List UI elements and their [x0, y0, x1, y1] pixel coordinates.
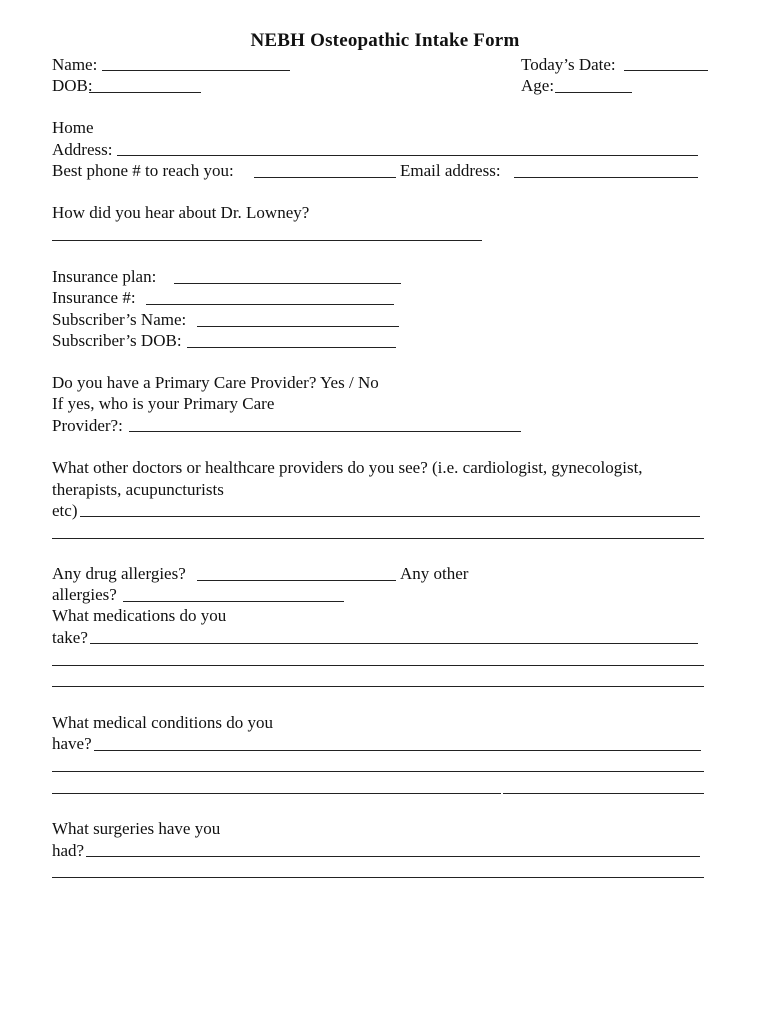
subscriber-name-label: Subscriber’s Name: — [52, 310, 187, 329]
surgeries-field-2[interactable] — [52, 877, 704, 878]
home-label: Home — [52, 118, 94, 137]
subscriber-name-field[interactable] — [197, 326, 399, 327]
conditions-field-3b[interactable] — [503, 793, 704, 794]
other-doctors-question-line1: What other doctors or healthcare providers do you see? (i.e. cardiologist, gynecologist, — [52, 458, 643, 477]
drug-allergies-field[interactable] — [197, 580, 396, 581]
other-doctors-question-line3: etc) — [52, 501, 78, 520]
medications-field-1[interactable] — [90, 643, 698, 644]
todays-date-label: Today’s Date: — [521, 55, 616, 74]
other-doctors-question-line2: therapists, acupuncturists — [52, 480, 224, 499]
subscriber-dob-label: Subscriber’s DOB: — [52, 331, 182, 350]
medications-field-2[interactable] — [52, 665, 704, 666]
dob-label: DOB: — [52, 76, 93, 95]
insurance-number-field[interactable] — [146, 304, 394, 305]
pcp-who-label-line2: Provider?: — [52, 416, 123, 435]
other-allergies-label-line2: allergies? — [52, 585, 117, 604]
insurance-number-label: Insurance #: — [52, 288, 136, 307]
name-label: Name: — [52, 55, 98, 74]
address-label: Address: — [52, 140, 113, 159]
pcp-field[interactable] — [129, 431, 521, 432]
address-field[interactable] — [117, 155, 698, 156]
other-allergies-field[interactable] — [123, 601, 344, 602]
conditions-question-line1: What medical conditions do you — [52, 713, 273, 732]
insurance-plan-field[interactable] — [174, 283, 401, 284]
pcp-who-label-line1: If yes, who is your Primary Care — [52, 394, 275, 413]
surgeries-question-line2: had? — [52, 841, 85, 860]
other-allergies-label-line1: Any other — [400, 564, 469, 583]
name-field[interactable] — [102, 70, 290, 71]
phone-label: Best phone # to reach you: — [52, 161, 234, 180]
age-label: Age: — [521, 76, 555, 95]
medications-question-line2: take? — [52, 628, 88, 647]
medications-field-3[interactable] — [52, 686, 704, 687]
conditions-field-1[interactable] — [94, 750, 701, 751]
medications-question-line1: What medications do you — [52, 606, 227, 625]
email-label: Email address: — [400, 161, 501, 180]
referral-question: How did you hear about Dr. Lowney? — [52, 203, 310, 222]
form-title: NEBH Osteopathic Intake Form — [250, 30, 520, 51]
referral-field[interactable] — [52, 240, 482, 241]
drug-allergies-label: Any drug allergies? — [52, 564, 186, 583]
insurance-plan-label: Insurance plan: — [52, 267, 157, 286]
email-field[interactable] — [514, 177, 698, 178]
subscriber-dob-field[interactable] — [187, 347, 396, 348]
dob-field[interactable] — [89, 92, 201, 93]
todays-date-field[interactable] — [624, 70, 708, 71]
other-doctors-field-1[interactable] — [80, 516, 700, 517]
conditions-field-3a[interactable] — [52, 793, 501, 794]
surgeries-field-1[interactable] — [86, 856, 700, 857]
phone-field[interactable] — [254, 177, 396, 178]
age-field[interactable] — [555, 92, 632, 93]
pcp-question: Do you have a Primary Care Provider? Yes / No — [52, 373, 379, 392]
surgeries-question-line1: What surgeries have you — [52, 819, 221, 838]
conditions-field-2[interactable] — [52, 771, 704, 772]
conditions-question-line2: have? — [52, 734, 92, 753]
other-doctors-field-2[interactable] — [52, 538, 704, 539]
